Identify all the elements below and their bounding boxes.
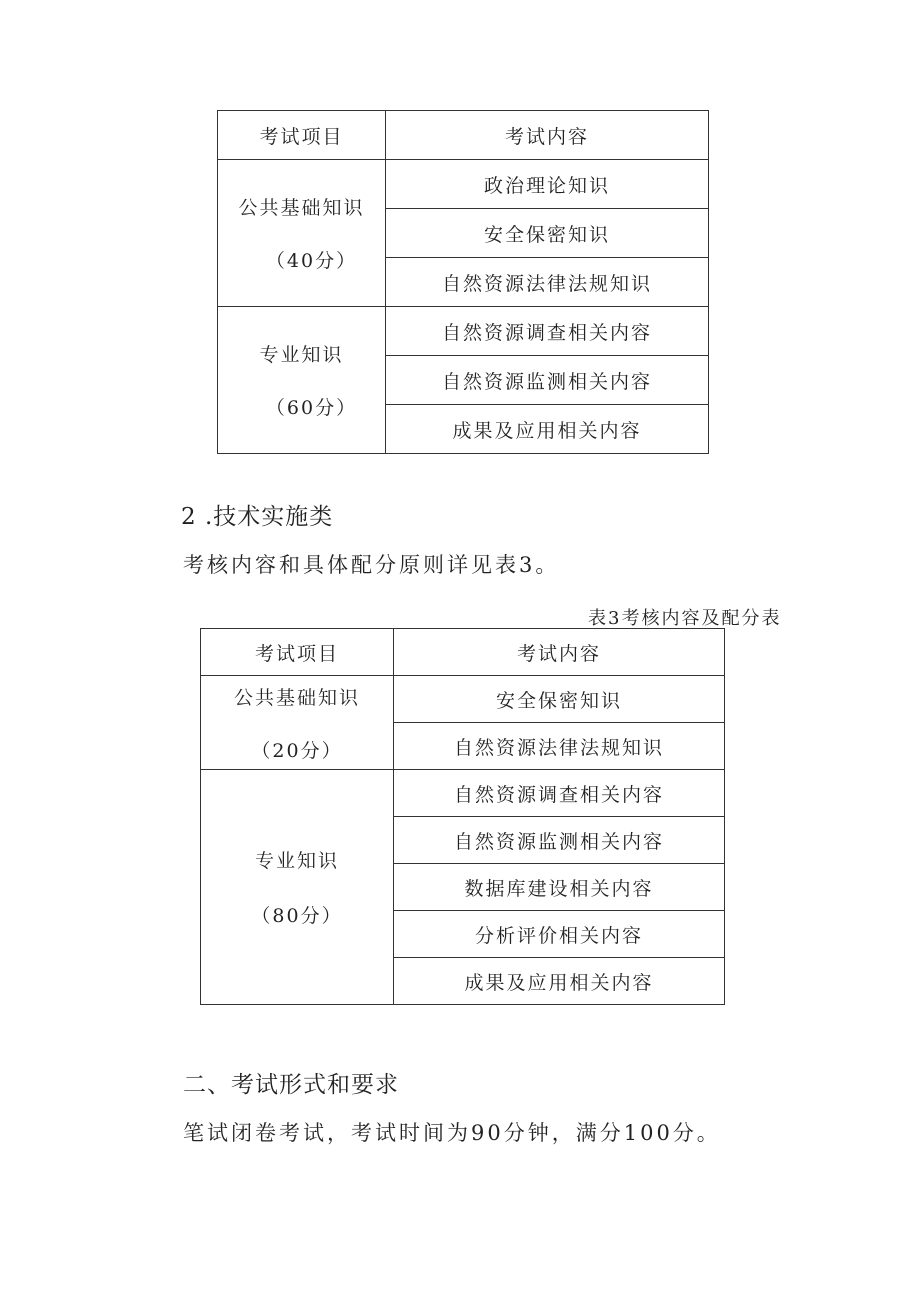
table-header-row	[218, 111, 709, 160]
content-cell: 分析评价相关内容	[394, 911, 725, 958]
content-cell: 安全保密知识	[394, 676, 725, 723]
category-name: 专业知识	[259, 344, 344, 366]
exam-form-text: 笔试闭卷考试，考试时间为90分钟，满分100分。	[183, 1121, 721, 1145]
content-cell: 政治理论知识	[386, 160, 709, 209]
section-intro-text: 考核内容和具体配分原则详见表3。	[183, 553, 560, 577]
category-cell	[218, 160, 386, 307]
content-cell: 自然资源监测相关内容	[386, 356, 709, 405]
table-row	[201, 770, 725, 817]
content-cell: 自然资源调查相关内容	[394, 770, 725, 817]
content-cell: 数据库建设相关内容	[394, 864, 725, 911]
content-cell: 自然资源法律法规知识	[394, 723, 725, 770]
header-exam-content: 考试内容	[394, 629, 725, 676]
table-row	[218, 160, 709, 209]
category-score: （20分）	[251, 739, 343, 762]
category-cell	[201, 770, 394, 1005]
category-score: （60分）	[265, 397, 358, 419]
table-row	[218, 307, 709, 356]
category-cell	[201, 676, 394, 770]
content-cell: 自然资源监测相关内容	[394, 817, 725, 864]
content-cell: 自然资源法律法规知识	[386, 258, 709, 307]
table-caption: 表3考核内容及配分表	[588, 608, 782, 629]
category-name: 专业知识	[254, 850, 339, 872]
table-row	[201, 676, 725, 723]
category-name: 公共基础知识	[233, 686, 360, 709]
exam-content-table-1	[217, 110, 709, 454]
section-heading-technical: 2 .技术实施类	[181, 504, 334, 530]
table-header-row	[201, 629, 725, 676]
category-cell	[218, 307, 386, 454]
content-cell: 成果及应用相关内容	[394, 958, 725, 1005]
category-score: （40分）	[265, 250, 358, 272]
category-score: （80分）	[251, 905, 343, 927]
exam-content-table-3	[200, 628, 725, 1005]
header-exam-item: 考试项目	[218, 111, 386, 160]
content-cell: 成果及应用相关内容	[386, 405, 709, 454]
header-exam-content: 考试内容	[386, 111, 709, 160]
content-cell: 自然资源调查相关内容	[386, 307, 709, 356]
category-name: 公共基础知识	[238, 197, 365, 219]
section-heading-exam-form: 二、考试形式和要求	[183, 1072, 399, 1098]
content-cell: 安全保密知识	[386, 209, 709, 258]
header-exam-item: 考试项目	[201, 629, 394, 676]
